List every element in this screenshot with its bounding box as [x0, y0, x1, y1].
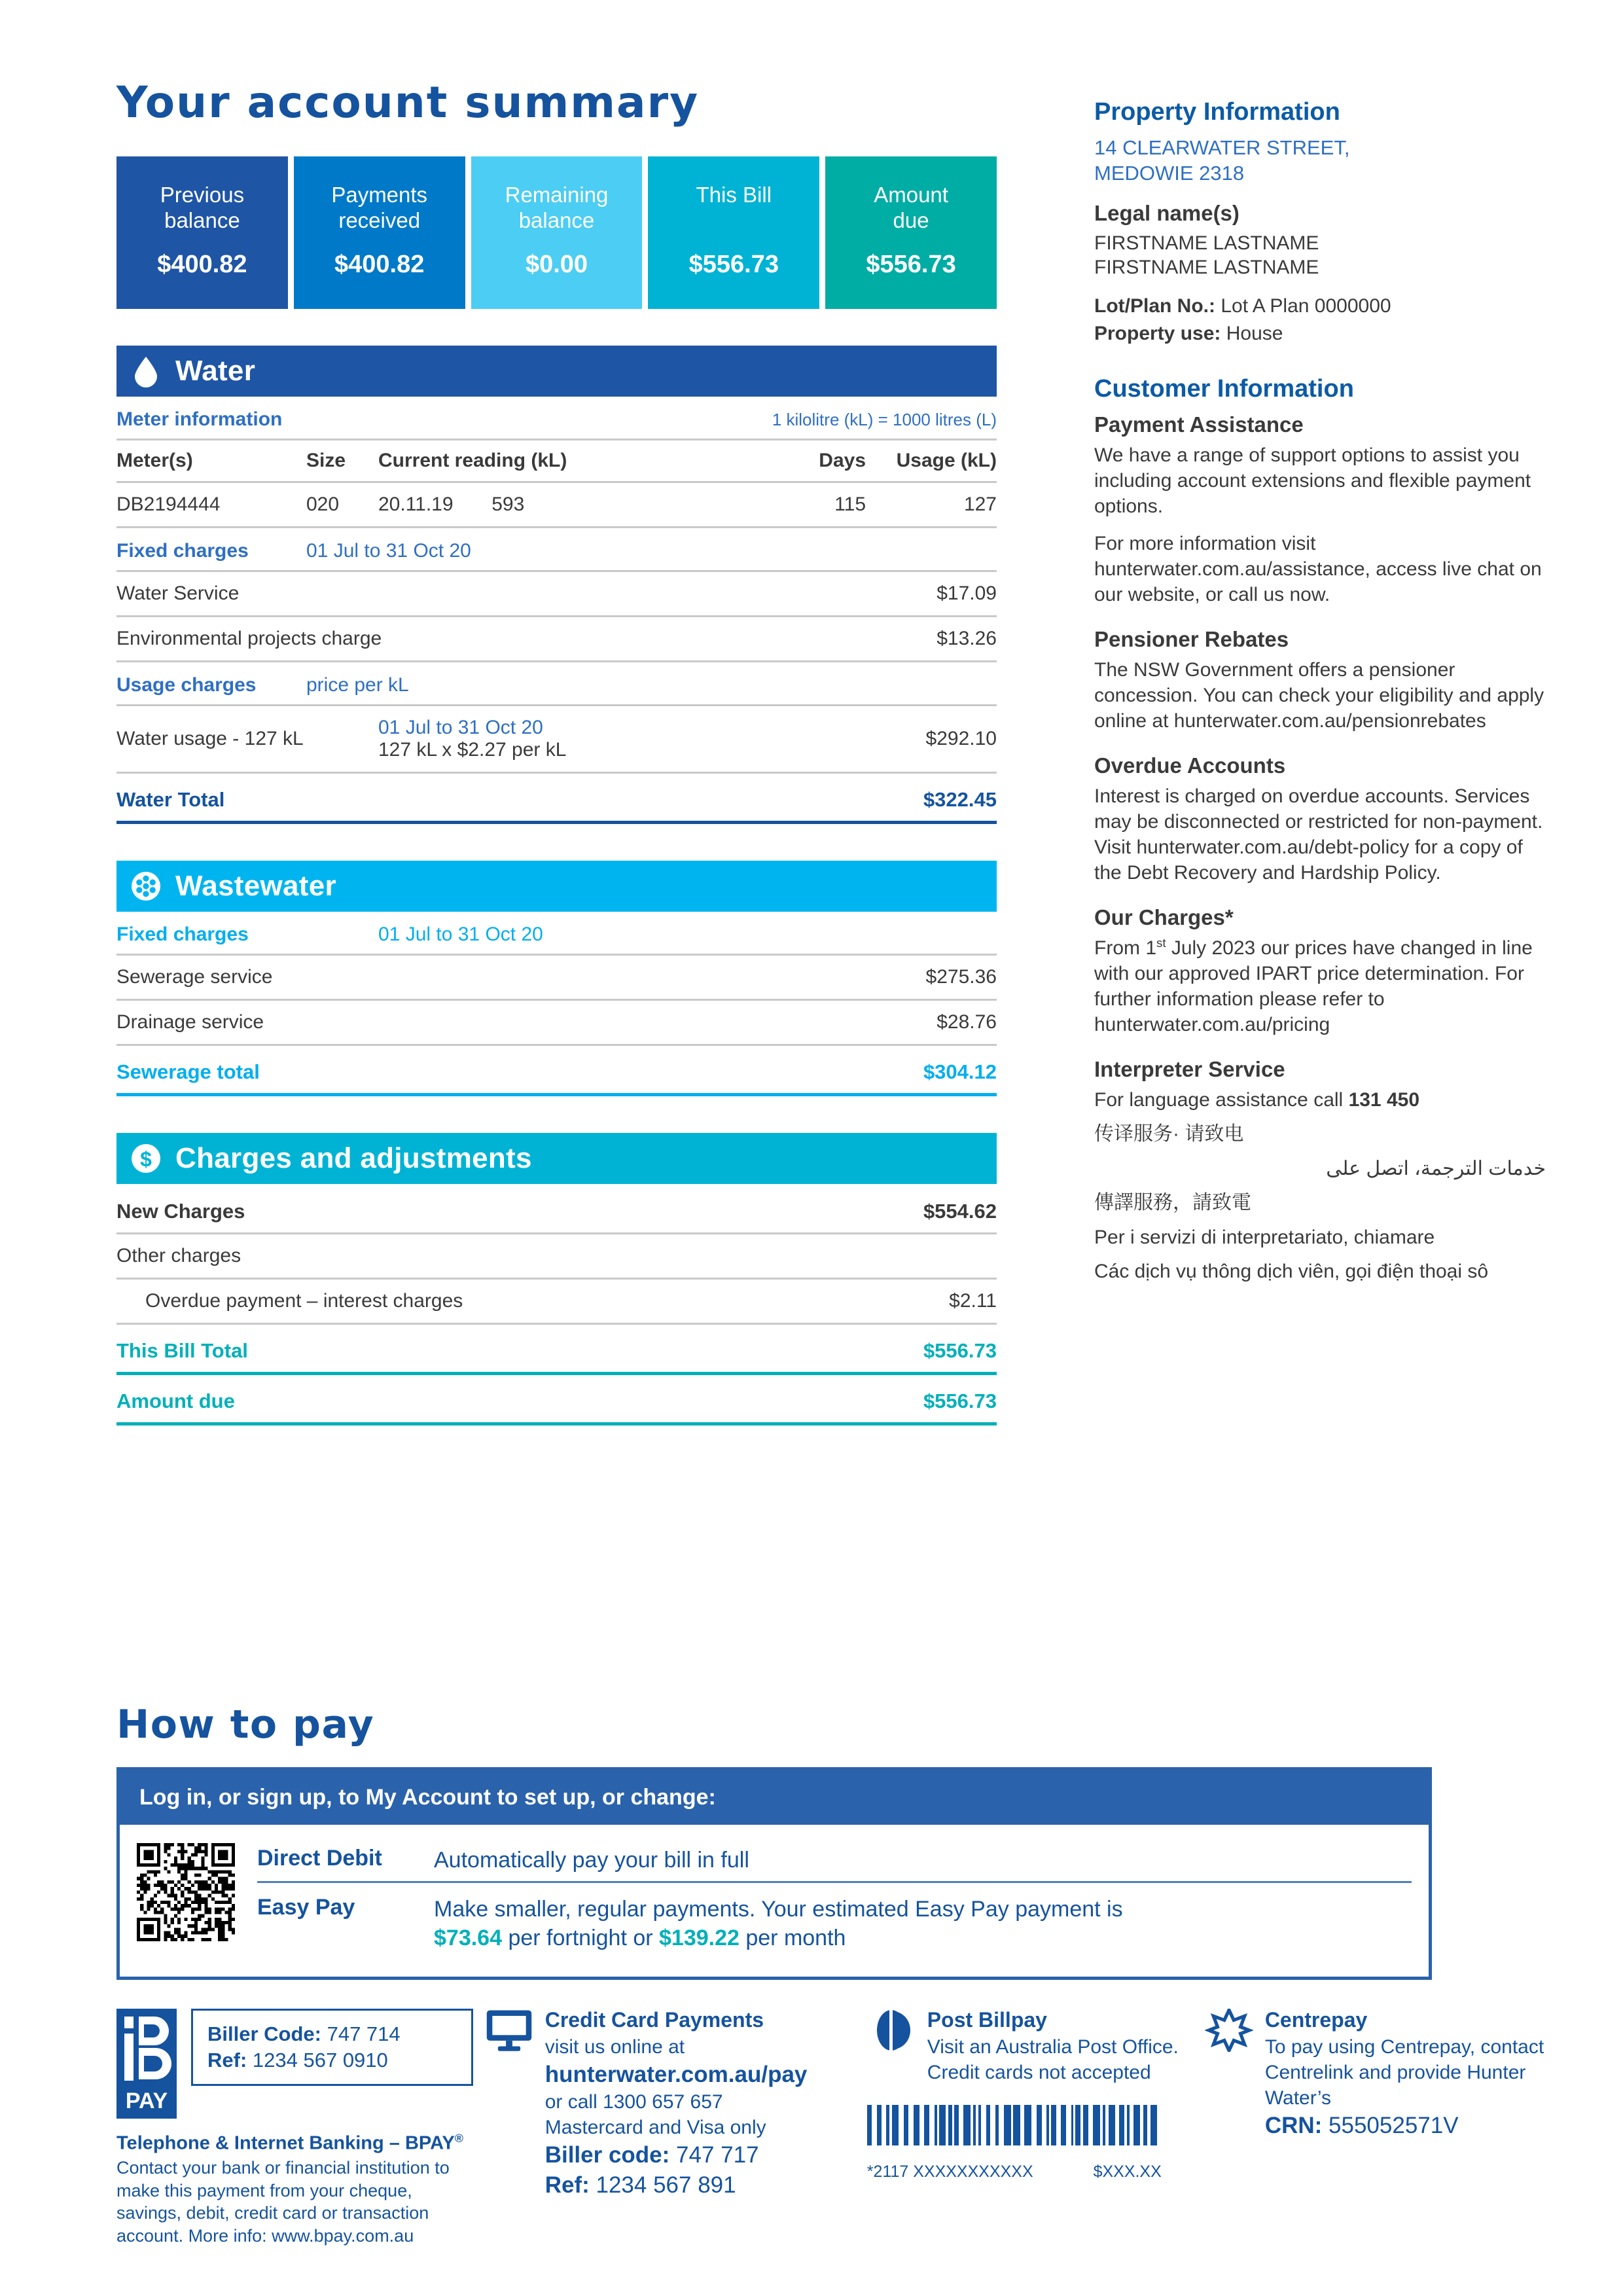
- water-total-label: Water Total: [116, 773, 866, 823]
- svg-text:PAY: PAY: [125, 2088, 168, 2113]
- credit-card-ref-line: [545, 2170, 808, 2200]
- summary-box-0: [116, 156, 288, 309]
- property-use-value: House: [1226, 323, 1283, 344]
- other-charges-label: Other charges: [116, 1234, 846, 1279]
- centrepay-text: To pay using Centrepay, contact Centrelink and provide Hunter Water’s: [1264, 2036, 1544, 2109]
- post-billpay-title: Post Billpay: [927, 2007, 1047, 2032]
- customer-information-heading: Customer Information: [1094, 374, 1354, 403]
- credit-card-url[interactable]: hunterwater.com.au/pay: [544, 2061, 808, 2087]
- lot-plan: [1094, 293, 1546, 320]
- water-usage-calc: [378, 706, 866, 773]
- interpreter-call-line: [1094, 1087, 1546, 1114]
- post-billpay-column: [855, 2009, 1193, 2248]
- table-row: [116, 1000, 997, 1045]
- interpreter-language-line: Các dịch vụ thông dịch viên, gọi điện thoại sô: [1094, 1261, 1489, 1282]
- water-droplet-icon: [130, 355, 162, 387]
- my-account-bar[interactable]: Log in, or sign up, to My Account to set up, or change:: [120, 1770, 1429, 1825]
- direct-debit-desc: Automatically pay your bill in full: [434, 1848, 749, 1873]
- centrepay-crn-label: CRN:: [1264, 2112, 1323, 2138]
- property-use: [1094, 321, 1546, 348]
- water-total-amount: $322.45: [866, 773, 997, 823]
- summary-box-value: $400.82: [334, 251, 425, 278]
- page-title: Your account summary: [116, 77, 700, 128]
- barcode: [867, 2105, 1193, 2181]
- post-billpay-body: Visit an Australia Post Office. Credit cards not accepted: [927, 2036, 1179, 2083]
- meter-id: DB2194444: [116, 482, 306, 528]
- property-use-label: Property use:: [1094, 323, 1221, 344]
- sewerage-total-amount: $304.12: [866, 1045, 997, 1095]
- table-row: [116, 482, 997, 528]
- bpay-registered-mark: ®: [454, 2131, 463, 2145]
- charges-section-header: [116, 1133, 997, 1184]
- charges-section-title: Charges and adjustments: [175, 1142, 532, 1174]
- reading-value: 593: [491, 493, 525, 515]
- customer-section-title: Pensioner Rebates: [1094, 626, 1289, 651]
- water-total-row: [116, 773, 997, 823]
- this-bill-total-amount: $556.73: [846, 1324, 997, 1374]
- credit-card-ref: 1234 567 891: [596, 2172, 736, 2198]
- col-usage: Usage (kL): [866, 440, 997, 482]
- col-meters: Meter(s): [116, 440, 306, 482]
- water-fixed-charges-period: 01 Jul to 31 Oct 20: [306, 540, 471, 562]
- summary-box-label: This Bill: [696, 183, 772, 207]
- sewerage-total-label: Sewerage total: [116, 1045, 866, 1095]
- env-projects-desc: Environmental projects charge: [116, 617, 866, 662]
- water-usage-amount: $292.10: [866, 706, 997, 773]
- amount-due-label: Amount due: [116, 1374, 846, 1424]
- our-charges-heading: Our Charges*: [1094, 905, 1234, 929]
- sewerage-service-desc: Sewerage service: [116, 955, 866, 1000]
- interpreter-pre: For language assistance call: [1094, 1088, 1349, 1111]
- drain-grate-icon: [130, 870, 162, 903]
- col-days: Days: [748, 440, 866, 482]
- credit-card-column: [473, 2009, 855, 2248]
- table-row: [116, 955, 997, 1000]
- barcode-image: [867, 2105, 1162, 2157]
- payment-methods: [116, 2009, 1550, 2248]
- water-usage-desc: Water usage - 127 kL: [116, 706, 378, 773]
- new-charges-row: [116, 1184, 997, 1234]
- centrepay-body: [1265, 2034, 1550, 2141]
- easy-pay-line1: Make smaller, regular payments. Your estimated Easy Pay payment is: [434, 1897, 1123, 1922]
- water-fixed-charges-row: [116, 528, 997, 571]
- centrepay-crn: 555052571V: [1329, 2112, 1459, 2138]
- drainage-service-amount: $28.76: [866, 1000, 997, 1045]
- customer-section-title: Overdue Accounts: [1094, 753, 1286, 778]
- customer-section-paragraph: We have a range of support options to assist you including account extensions and flexible payment options.: [1094, 444, 1531, 517]
- meter-reading: [378, 482, 748, 528]
- wastewater-table: [116, 912, 997, 1096]
- monitor-icon: [485, 2009, 533, 2052]
- summary-box-value: $556.73: [866, 251, 956, 278]
- svg-text:$: $: [140, 1147, 152, 1171]
- ww-fixed-charges-period: 01 Jul to 31 Oct 20: [378, 924, 543, 945]
- easy-pay-mid: per fortnight or: [502, 1926, 660, 1951]
- summary-box-value: $0.00: [525, 251, 588, 278]
- credit-card-ref-label: Ref:: [544, 2172, 590, 2198]
- easy-pay-suffix: per month: [739, 1926, 846, 1951]
- lot-plan-value: Lot A Plan 0000000: [1221, 295, 1391, 317]
- property-address: 14 CLEARWATER STREET, MEDOWIE 2318: [1094, 136, 1350, 185]
- customer-sections: [1094, 412, 1546, 886]
- easy-pay-month-amount: $139.22: [659, 1926, 740, 1951]
- right-column: [1094, 98, 1546, 1293]
- usage-charges-note: price per kL: [306, 674, 409, 696]
- bpay-ref-line: [207, 2047, 457, 2073]
- meter-usage: 127: [866, 482, 997, 528]
- bpay-codes-box: [191, 2009, 473, 2087]
- col-size: Size: [306, 440, 378, 482]
- water-usage-rate: 127 kL x $2.27 per kL: [378, 739, 567, 761]
- meter-size: 020: [306, 482, 378, 528]
- summary-box-value: $400.82: [157, 251, 247, 278]
- table-row: [116, 571, 997, 617]
- barcode-right-text: $XXX.XX: [1093, 2162, 1162, 2181]
- account-summary-boxes: [116, 156, 997, 309]
- centrepay-crn-line: [1265, 2111, 1550, 2141]
- legal-names: FIRSTNAME LASTNAME FIRSTNAME LASTNAME: [1094, 232, 1319, 278]
- credit-card-title: Credit Card Payments: [544, 2007, 764, 2032]
- credit-card-line3: Mastercard and Visa only: [544, 2117, 766, 2139]
- how-to-pay-box: [116, 1767, 1432, 1980]
- centrepay-column: [1193, 2009, 1550, 2248]
- water-service-desc: Water Service: [116, 571, 866, 617]
- summary-box-value: $556.73: [688, 251, 779, 278]
- credit-card-line1: visit us online at: [544, 2036, 685, 2058]
- kl-note: 1 kilolitre (kL) = 1000 litres (L): [772, 409, 997, 429]
- sewerage-total-row: [116, 1045, 997, 1095]
- bpay-note-body: Contact your bank or financial institution to make this payment from your cheque, savings, debit, credit card or transaction account. More info: www.bpay.com.au: [116, 2158, 450, 2246]
- credit-card-biller-code: 747 717: [676, 2142, 759, 2168]
- bpay-logo-icon: [116, 2009, 177, 2119]
- water-table: [116, 397, 997, 824]
- ww-fixed-charges-label: Fixed charges: [116, 924, 249, 945]
- our-charges-body: [1094, 935, 1546, 1037]
- our-charges-post: July 2023 our prices have changed in line with our approved IPART price determination. For further information please refer to hunterwater.com.au/pricing: [1094, 937, 1533, 1035]
- our-charges-ordinal: st: [1156, 935, 1166, 950]
- usage-charges-label: Usage charges: [116, 674, 257, 696]
- table-row: [116, 706, 997, 773]
- legal-names-label: Legal name(s): [1094, 200, 1240, 225]
- easy-pay-fortnight-amount: $73.64: [434, 1926, 502, 1951]
- interpreter-language-line: خدمات الترجمة، اتصل على: [1326, 1157, 1546, 1179]
- how-to-pay-section: [116, 1702, 1550, 2247]
- barcode-caption: [867, 2162, 1162, 2181]
- interpreter-language-line: 传译服务· 请致电: [1094, 1123, 1244, 1145]
- lot-plan-label: Lot/Plan No.:: [1094, 295, 1215, 317]
- easy-pay-desc: [434, 1895, 1123, 1952]
- bpay-column: [116, 2009, 473, 2248]
- meter-information-label: Meter information: [116, 408, 283, 430]
- interpreter-language-line: Per i servizi di interpretariato, chiamare: [1094, 1226, 1435, 1248]
- barcode-left-text: *2117 XXXXXXXXXXX: [866, 2162, 1033, 2181]
- charges-table: [116, 1184, 997, 1426]
- australia-post-icon: [867, 2009, 916, 2052]
- water-section-header: [116, 346, 997, 397]
- summary-box-3: [648, 156, 819, 309]
- summary-box-label: Previous balance: [160, 183, 245, 232]
- easy-pay-row[interactable]: [257, 1881, 1412, 1959]
- bpay-ref: 1234 567 0910: [252, 2048, 388, 2072]
- bpay-ref-label: Ref:: [207, 2048, 247, 2072]
- reading-date: 20.11.19: [378, 493, 454, 515]
- bpay-biller-code: 747 714: [327, 2022, 401, 2045]
- dollar-circle-icon: [130, 1142, 162, 1175]
- left-column: [116, 77, 997, 1426]
- amount-due-row: [116, 1374, 997, 1424]
- bpay-biller-code-line: [207, 2021, 457, 2047]
- summary-box-label: Amount due: [874, 183, 948, 232]
- drainage-service-desc: Drainage service: [116, 1000, 866, 1045]
- table-row: [116, 1279, 997, 1324]
- direct-debit-row[interactable]: [257, 1839, 1412, 1881]
- how-to-pay-title: How to pay: [116, 1702, 375, 1748]
- ww-fixed-charges-row: [116, 912, 997, 955]
- centrepay-star-icon: [1205, 2009, 1253, 2052]
- water-section-title: Water: [175, 355, 256, 387]
- water-usage-charges-row: [116, 662, 997, 706]
- water-fixed-charges-label: Fixed charges: [116, 540, 249, 562]
- summary-box-label: Remaining balance: [505, 183, 609, 232]
- summary-box-2: [471, 156, 643, 309]
- property-information-heading: Property Information: [1094, 98, 1340, 126]
- new-charges-label: New Charges: [116, 1184, 846, 1234]
- interpreter-language-line: 傳譯服務，請致電: [1094, 1192, 1251, 1213]
- overdue-interest-desc: Overdue payment – interest charges: [116, 1279, 846, 1324]
- meter-days: 115: [748, 482, 866, 528]
- summary-box-label: Payments received: [331, 183, 428, 232]
- bpay-biller-code-label: Biller Code:: [207, 2022, 321, 2045]
- customer-section-paragraph: Interest is charged on overdue accounts. Services may be disconnected or restricted for non-payment. Visit hunterwater.com.au/debt-policy for a copy of the Debt Recovery and Hardship Policy.: [1094, 785, 1543, 884]
- customer-section-paragraph: The NSW Government offers a pensioner concession. You can check your eligibility and apply online at hunterwater.com.au/pensionrebates: [1094, 658, 1544, 732]
- env-projects-amount: $13.26: [866, 617, 997, 662]
- direct-debit-label: Direct Debit: [257, 1846, 382, 1871]
- customer-section-paragraph: For more information visit hunterwater.com.au/assistance, access live chat on our website, or call us now.: [1094, 532, 1542, 605]
- meter-column-headers: [116, 440, 997, 482]
- sewerage-service-amount: $275.36: [866, 955, 997, 1000]
- bpay-note-heading: [116, 2132, 473, 2155]
- water-service-amount: $17.09: [866, 571, 997, 617]
- this-bill-total-row: [116, 1324, 997, 1374]
- interpreter-languages: [1094, 1121, 1546, 1285]
- meter-information-row: [116, 397, 997, 440]
- this-bill-total-label: This Bill Total: [116, 1324, 846, 1374]
- customer-section-title: Payment Assistance: [1094, 412, 1304, 437]
- wastewater-section-header: [116, 861, 997, 912]
- water-usage-period: 01 Jul to 31 Oct 20: [378, 717, 543, 738]
- wastewater-section-title: Wastewater: [175, 870, 336, 902]
- interpreter-service-heading: Interpreter Service: [1094, 1056, 1285, 1081]
- table-row: [116, 617, 997, 662]
- new-charges-amount: $554.62: [846, 1184, 997, 1234]
- summary-box-1: [294, 156, 465, 309]
- credit-card-line2: or call 1300 657 657: [544, 2091, 723, 2113]
- centrepay-title: Centrepay: [1264, 2007, 1368, 2032]
- our-charges-pre: From 1: [1094, 937, 1157, 959]
- easy-pay-label: Easy Pay: [257, 1895, 355, 1920]
- amount-due-amount: $556.73: [846, 1374, 997, 1424]
- credit-card-biller-label: Biller code:: [544, 2142, 670, 2168]
- interpreter-number: 131 450: [1348, 1088, 1420, 1111]
- bpay-note-heading-text: Telephone & Internet Banking – BPAY: [116, 2132, 455, 2154]
- overdue-interest-amount: $2.11: [846, 1279, 997, 1324]
- credit-card-biller-line: [545, 2140, 808, 2170]
- qr-code-icon[interactable]: [137, 1843, 235, 1941]
- other-charges-row: [116, 1234, 997, 1279]
- col-current-reading: Current reading (kL): [378, 440, 748, 482]
- credit-card-body: [545, 2034, 808, 2200]
- summary-box-4: [825, 156, 997, 309]
